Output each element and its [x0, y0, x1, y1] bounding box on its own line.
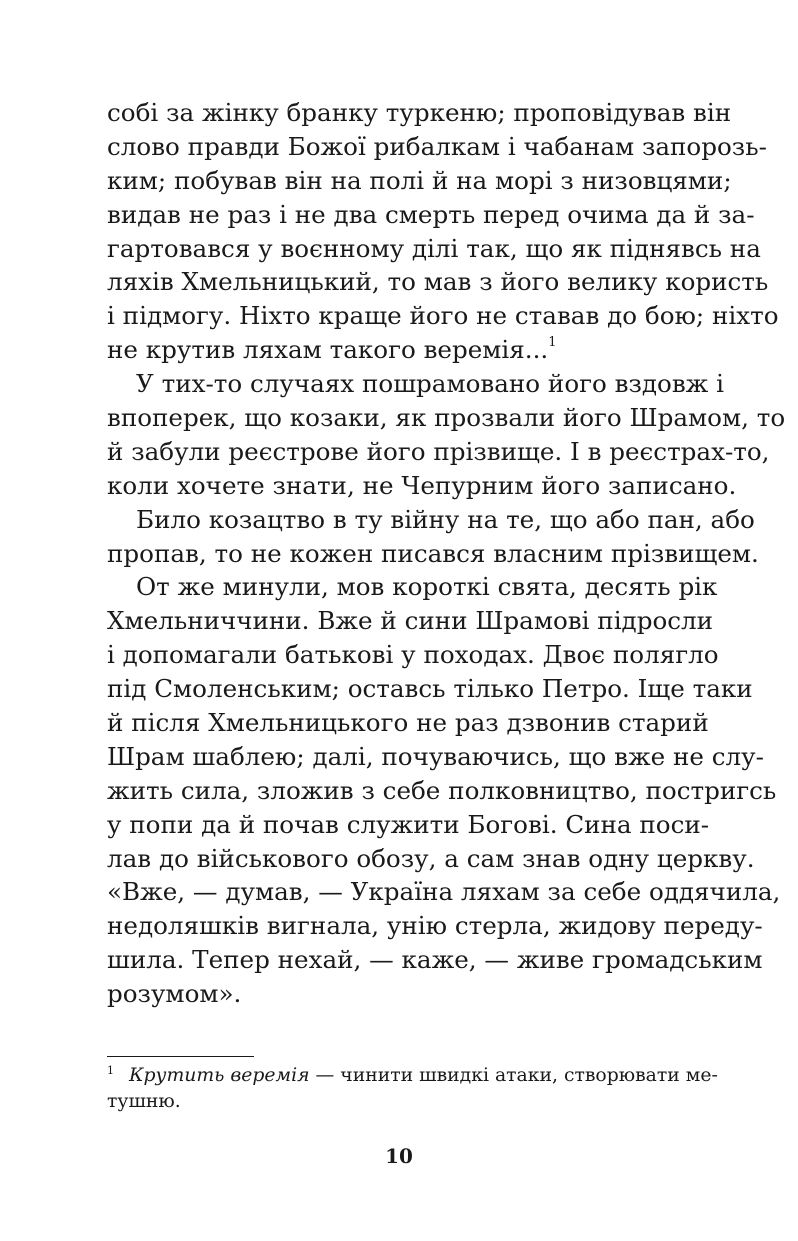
footnote-reference[interactable]: 1 [548, 335, 557, 351]
text-line: коли хочете знати, не Чепурним його записано. [107, 470, 737, 500]
footnote-divider [107, 1056, 254, 1057]
text-line: Шрам шаблею; далі, почуваючись, що вже не слу- [107, 741, 764, 771]
text-line: розумом». [107, 979, 242, 1009]
page-number: 10 [385, 1144, 413, 1168]
text-line: пропав, то не кожен писався власним прізвищем. [107, 538, 759, 568]
text-line: впоперек, що козаки, як прозвали його Шрамом, то [107, 403, 786, 433]
text-line [107, 333, 704, 367]
text-line: і допомагали батькові у походах. Двоє полягло [107, 640, 719, 670]
text-line: Било козацтво в ту війну на те, що або пан, або [136, 504, 755, 534]
text-line: ким; побував він на полі й на морі з низовцями; [107, 165, 732, 195]
footnote-line: тушню. [107, 1091, 181, 1112]
text-line: От же минули, мов короткі свята, десять рік [136, 572, 718, 602]
footnote-mark: 1 [107, 1064, 114, 1077]
text-line: гартовався у воєнному ділі так, що як піднявсь на [107, 233, 761, 263]
text-line-content: не крутив ляхам такого веремія... [107, 335, 549, 365]
paragraph-1 [107, 96, 779, 367]
text-line: «Вже, — думав, — Україна ляхам за себе оддячила, [107, 877, 781, 907]
text-line: й забули реєстрове його прізвище. І в реєстрах-то, [107, 436, 770, 466]
text-line: шила. Тепер нехай, — каже, — живе громадським [107, 945, 763, 975]
text-line: і підмогу. Ніхто краще його не ставав до бою; ніхто [107, 301, 779, 331]
text-line: ляхів Хмельницький, то мав з його велику користь [107, 267, 769, 297]
text-line: Хмельниччини. Вже й сини Шрамові підросли [107, 606, 714, 636]
footnote-line [107, 1063, 718, 1089]
text-line: під Смоленським; оставсь тілько Петро. Іще таки [107, 674, 753, 704]
text-line: лав до військового обозу, а сам знав одну церкву. [107, 843, 755, 873]
text-line: й після Хмельницького не раз дзвонив старий [107, 708, 709, 738]
text-line: у попи да й почав служити Богові. Сина поси- [107, 809, 710, 839]
paragraph-3 [107, 503, 759, 571]
text-line: слово правди Божої рибалкам і чабанам запорозь- [107, 131, 767, 161]
footnote-definition: — чинити швидкі атаки, створювати ме- [309, 1065, 718, 1086]
main-text [107, 96, 786, 1011]
footnote [107, 1063, 718, 1115]
text-line: У тих-то случаях пошрамовано його вздовж і [136, 369, 724, 399]
paragraph-4 [107, 570, 781, 1011]
footnote-term: Крутить веремія [129, 1065, 310, 1086]
text-line: недоляшків вигнала, унію стерла, жидову переду- [107, 911, 763, 941]
text-line: жить сила, зложив з себе полковництво, постригсь [107, 775, 777, 805]
text-line: видав не раз і не два смерть перед очима да й за- [107, 199, 755, 229]
text-line: собі за жінку бранку туркеню; проповідував він [107, 98, 732, 127]
paragraph-2 [107, 367, 786, 503]
